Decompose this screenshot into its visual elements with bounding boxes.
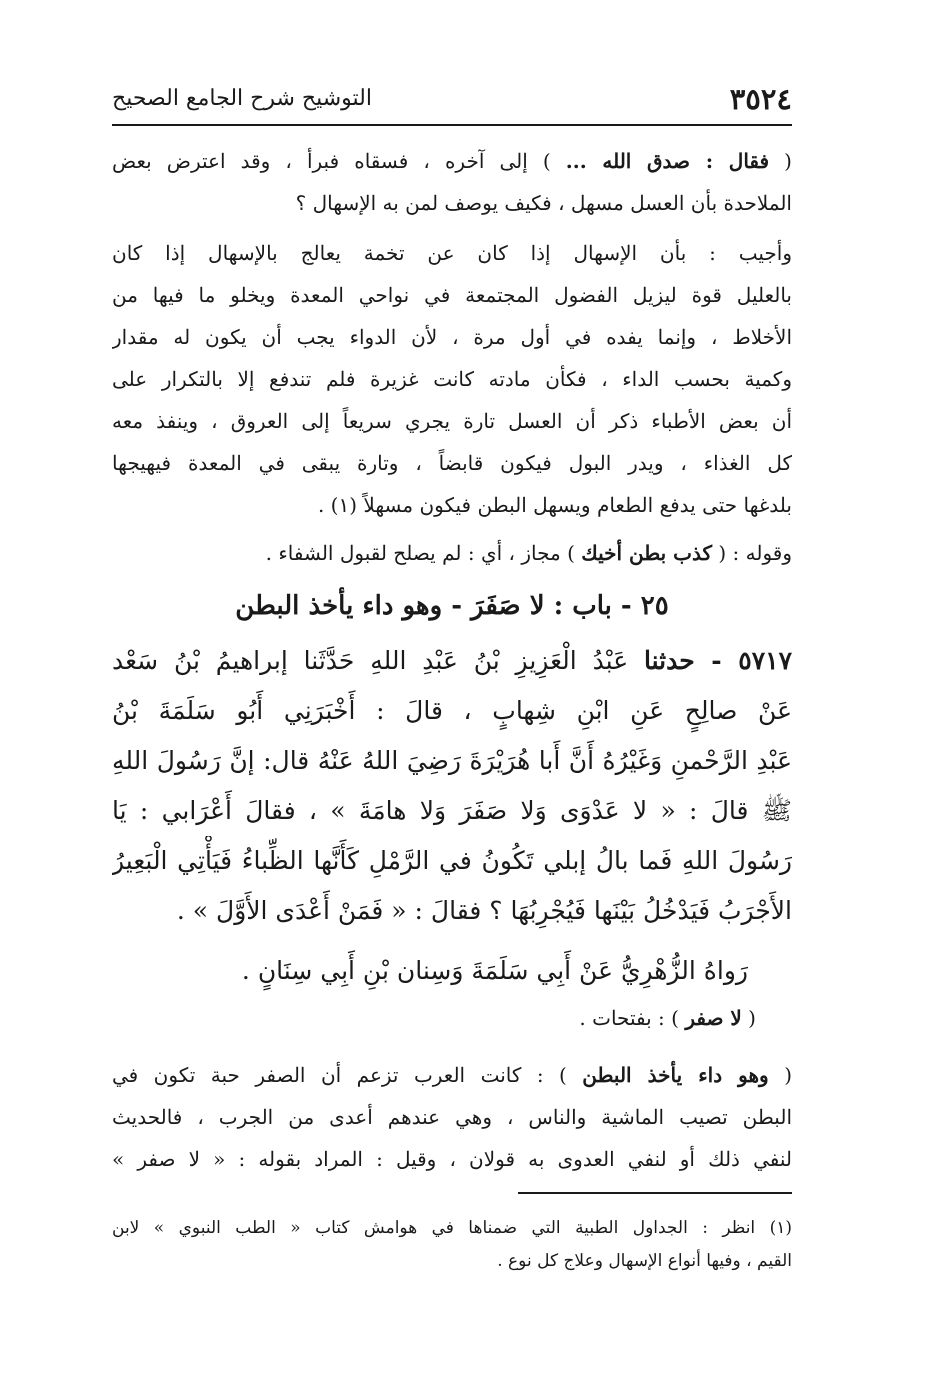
text-line	[112, 358, 792, 400]
text-run: عَبْدُ الْعَزِيزِ بْنُ عَبْدِ اللهِ حَدَّثَنا إبراهيمُ بْنُ سَعْد	[112, 646, 644, 675]
text-line	[112, 1054, 792, 1096]
text-line	[112, 836, 792, 886]
text-line	[112, 316, 792, 358]
hadith-text	[112, 636, 792, 936]
text-line	[112, 1245, 792, 1278]
text-run: وأجيب : بأن الإسهال إذا كان عن تخمة يعالج بالإسهال إذا كان	[112, 241, 792, 265]
chapter-heading: ٢٥ - باب : لا صَفَرَ - وهو داء يأخذ البطن	[235, 591, 669, 621]
commentary-paragraph-3	[112, 532, 792, 574]
text-line	[112, 140, 792, 182]
text-line	[112, 686, 792, 736]
text-run: (١) انظر : الجداول الطبية التي ضمناها في هوامش كتاب « الطب النبوي » لابن	[112, 1218, 792, 1238]
text-line	[112, 532, 792, 574]
text-line	[112, 442, 792, 484]
text-line	[112, 274, 792, 316]
bold-term: وهو داء يأخذ البطن	[582, 1063, 769, 1087]
page-number: ٣٥٢٤	[729, 82, 792, 116]
bold-term: ٥٧١٧ - حدثنا	[644, 646, 792, 675]
text-run: أن بعض الأطباء ذكر أن العسل تارة يجري سريعاً إلى العروق ، وينفذ معه	[112, 409, 792, 433]
text-line	[112, 997, 756, 1039]
header-rule	[112, 124, 792, 126]
text-run: ) : بفتحات .	[579, 1006, 686, 1030]
bold-term: فقال : صدق الله ...	[565, 149, 770, 173]
text-line	[112, 636, 792, 686]
commentary-paragraph-2	[112, 232, 792, 526]
text-run: البطن تصيب الماشية والناس ، وهي عندهم أعدى من الجرب ، فالحديث	[112, 1105, 792, 1129]
text-run: لنفي ذلك أو لنفي العدوى به قولان ، وقيل : المراد بقوله : « لا صفر »	[112, 1147, 792, 1171]
riwayah-text: رَواهُ الزُّهْرِيُّ عَنْ أَبِي سَلَمَةَ وَسِنان بْنِ أَبِي سِنَانٍ .	[241, 956, 748, 985]
text-line	[112, 182, 792, 224]
text-run: رَسُولَ اللهِ فَما بالُ إبلي تَكُونُ في الرَّمْلِ كَأَنَّها الظِّباءُ فَيَأْتِي الْبَعِيرُ	[112, 846, 792, 875]
commentary-paragraph-5	[112, 1054, 792, 1180]
text-run: الملاحدة بأن العسل مسهل ، فكيف يوصف لمن به الإسهال ؟	[295, 191, 792, 215]
commentary-paragraph-4	[112, 997, 792, 1039]
text-run: القيم ، وفيها أنواع الإسهال وعلاج كل نوع .	[497, 1251, 792, 1271]
riwayah-line	[112, 946, 792, 996]
text-line	[112, 886, 792, 936]
text-line	[112, 1138, 792, 1180]
text-run: كل الغذاء ، ويدر البول فيكون قابضاً ، وتارة يبقى في المعدة فيهيجها	[112, 451, 792, 475]
text-run: ) مجاز ، أي : لم يصلح لقبول الشفاء .	[265, 541, 582, 565]
text-line	[112, 1096, 792, 1138]
text-run: وكمية بحسب الداء ، فكأن مادته كانت غزيرة فلم تندفع إلا بالتكرار على	[112, 367, 792, 391]
text-run: ) إلى آخره ، فسقاه فبرأ ، وقد اعترض بعض	[112, 149, 566, 173]
text-line	[112, 232, 792, 274]
footnote	[112, 1212, 792, 1278]
text-line	[112, 736, 792, 786]
text-run: بالعليل قوة ليزيل الفضول المجتمعة في نواحي المعدة ويخلو ما فيها من	[112, 283, 792, 307]
text-run: الأخلاط ، وإنما يفده في أول مرة ، لأن الدواء يجب أن يكون له مقدار	[112, 325, 792, 349]
text-run: وقوله : (	[712, 541, 792, 565]
text-line	[112, 484, 792, 526]
page-header	[112, 78, 792, 122]
text-line	[112, 786, 792, 836]
footnote-rule	[518, 1192, 792, 1194]
text-run: الأَجْرَبُ فَيَدْخُلُ بَيْنَها فَيُجْرِبُهَا ؟ فقالَ : « فَمَنْ أَعْدَى الأَوَّلَ » .	[176, 896, 792, 925]
text-line	[112, 1212, 792, 1245]
bold-term: كذب بطن أخيك	[581, 541, 713, 565]
text-run: (	[768, 1063, 792, 1087]
text-run: عَنْ صالِحٍ عَنِ ابْنِ شِهابٍ ، قالَ : أَخْبَرَنِي أَبُو سَلَمَةَ بْنُ	[112, 696, 792, 725]
text-run: ) : كانت العرب تزعم أن الصفر حبة تكون في	[112, 1063, 583, 1087]
text-line	[112, 400, 792, 442]
text-run: بلدغها حتى يدفع الطعام ويسهل البطن فيكون مسهلاً (١) .	[317, 493, 792, 517]
text-run: (	[769, 149, 792, 173]
text-run: (	[741, 1006, 756, 1030]
running-title: التوشيح شرح الجامع الصحيح	[112, 86, 372, 111]
bold-term: لا صفر	[685, 1006, 742, 1030]
commentary-paragraph-1	[112, 140, 792, 224]
text-run: عَبْدِ الرَّحْمنِ وَغَيْرُهُ أَنَّ أَبا هُرَيْرَةَ رَضِيَ اللهُ عَنْهُ قال: إنَّ رَسُولَ اللهِ	[112, 746, 792, 775]
text-run: ﷺ قالَ : « لا عَدْوَى وَلا صَفَرَ وَلا هامَةَ » ، فقالَ أَعْرَابي : يَا	[112, 796, 792, 825]
